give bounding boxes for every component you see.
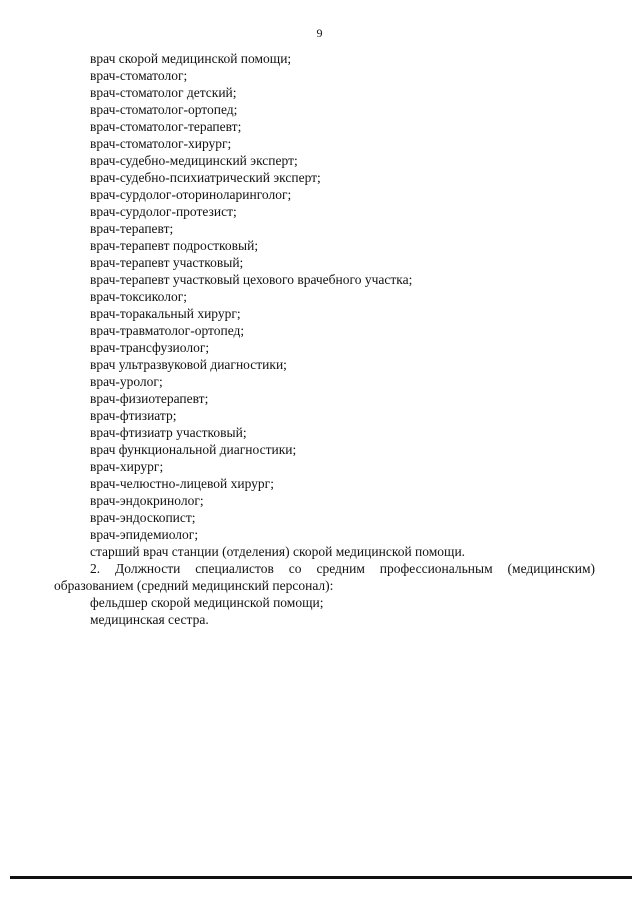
list-item: врач-уролог; bbox=[90, 374, 163, 389]
list-item: врач-сурдолог-оториноларинголог; bbox=[90, 187, 292, 202]
list-item: врач-токсиколог; bbox=[90, 289, 187, 304]
list-item: врач-эпидемиолог; bbox=[90, 527, 199, 542]
list-item: врач функциональной диагностики; bbox=[90, 442, 297, 457]
list-item: врач-эндоскопист; bbox=[90, 510, 196, 525]
list-item: врач-стоматолог; bbox=[90, 68, 188, 83]
list-item: врач-стоматолог-хирург; bbox=[90, 136, 232, 151]
list-item: врач-судебно-психиатрический эксперт; bbox=[90, 170, 321, 185]
list-item: врач ультразвуковой диагностики; bbox=[90, 357, 287, 372]
list-item: врач-сурдолог-протезист; bbox=[90, 204, 237, 219]
list-item: врач-трансфузиолог; bbox=[90, 340, 210, 355]
list-item: врач скорой медицинской помощи; bbox=[90, 51, 292, 66]
bottom-rule bbox=[10, 876, 632, 879]
list-item: врач-фтизиатр; bbox=[90, 408, 177, 423]
list-item: врач-челюстно-лицевой хирург; bbox=[90, 476, 274, 491]
list-item: врач-терапевт подростковый; bbox=[90, 238, 259, 253]
list-item: медицинская сестра. bbox=[90, 612, 209, 627]
list-item: врач-травматолог-ортопед; bbox=[90, 323, 245, 338]
list-item: врач-физиотерапевт; bbox=[90, 391, 209, 406]
list-item: врач-торакальный хирург; bbox=[90, 306, 241, 321]
list-item: врач-эндокринолог; bbox=[90, 493, 204, 508]
list-item: врач-стоматолог-ортопед; bbox=[90, 102, 238, 117]
list-item: врач-хирург; bbox=[90, 459, 164, 474]
list-item: врач-судебно-медицинский эксперт; bbox=[90, 153, 298, 168]
page-number: 9 bbox=[316, 26, 323, 40]
physician-positions-list bbox=[90, 50, 465, 560]
list-item: врач-терапевт; bbox=[90, 221, 174, 236]
list-item: врач-стоматолог-терапевт; bbox=[90, 119, 242, 134]
section-2-heading: 2. Должности специалистов со средним профессиональным (медицинским) образованием (средний медицинский персонал): bbox=[54, 561, 595, 593]
mid-level-positions-list bbox=[90, 594, 323, 628]
list-item: врач-фтизиатр участковый; bbox=[90, 425, 247, 440]
list-item: фельдшер скорой медицинской помощи; bbox=[90, 595, 324, 610]
list-item: врач-стоматолог детский; bbox=[90, 85, 237, 100]
list-item: врач-терапевт участковый цехового врачебного участка; bbox=[90, 272, 413, 287]
list-item: врач-терапевт участковый; bbox=[90, 255, 244, 270]
list-item: старший врач станции (отделения) скорой медицинской помощи. bbox=[90, 544, 466, 559]
